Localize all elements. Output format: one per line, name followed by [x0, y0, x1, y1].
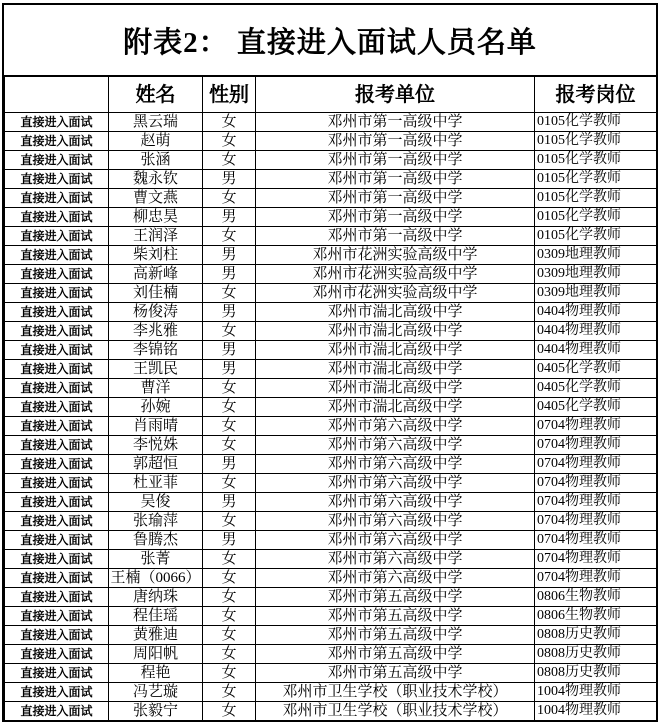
- row-position-cell: 0309地理教师: [535, 246, 657, 265]
- row-gender-cell: 女: [203, 474, 256, 493]
- row-gender-cell: 女: [203, 227, 256, 246]
- row-category-cell: 直接进入面试: [5, 132, 109, 151]
- row-unit-cell: 邓州市第一高级中学: [256, 227, 535, 246]
- row-gender-cell: 女: [203, 151, 256, 170]
- table-row: [5, 398, 657, 417]
- table-row: [5, 379, 657, 398]
- row-position-cell: 0704物理教师: [535, 531, 657, 550]
- row-category-cell: 直接进入面试: [5, 170, 109, 189]
- row-gender-cell: 女: [203, 645, 256, 664]
- row-position-cell: 0105化学教师: [535, 170, 657, 189]
- row-category-cell: 直接进入面试: [5, 284, 109, 303]
- row-gender-cell: 女: [203, 702, 256, 721]
- row-unit-cell: 邓州市第五高级中学: [256, 645, 535, 664]
- table-row: [5, 284, 657, 303]
- table-row: [5, 683, 657, 702]
- header-cell-name: 姓名: [109, 77, 203, 113]
- row-position-cell: 0704物理教师: [535, 417, 657, 436]
- row-unit-cell: 邓州市湍北高级中学: [256, 322, 535, 341]
- table-body: [5, 113, 657, 721]
- table-row: [5, 626, 657, 645]
- row-category-cell: 直接进入面试: [5, 303, 109, 322]
- row-gender-cell: 女: [203, 398, 256, 417]
- table-row: [5, 493, 657, 512]
- row-name-cell: 张毅宁: [109, 702, 203, 721]
- row-name-cell: 周阳帆: [109, 645, 203, 664]
- table-row: [5, 132, 657, 151]
- roster-sheet: [2, 3, 658, 722]
- row-unit-cell: 邓州市湍北高级中学: [256, 379, 535, 398]
- row-gender-cell: 女: [203, 322, 256, 341]
- row-name-cell: 高新峰: [109, 265, 203, 284]
- row-position-cell: 0704物理教师: [535, 512, 657, 531]
- row-name-cell: 李悦姝: [109, 436, 203, 455]
- row-position-cell: 0704物理教师: [535, 493, 657, 512]
- row-unit-cell: 邓州市第六高级中学: [256, 474, 535, 493]
- row-gender-cell: 女: [203, 436, 256, 455]
- row-position-cell: 0704物理教师: [535, 455, 657, 474]
- row-category-cell: 直接进入面试: [5, 189, 109, 208]
- row-unit-cell: 邓州市第六高级中学: [256, 455, 535, 474]
- row-category-cell: 直接进入面试: [5, 474, 109, 493]
- table-row: [5, 455, 657, 474]
- row-unit-cell: 邓州市第六高级中学: [256, 531, 535, 550]
- row-name-cell: 李锦铭: [109, 341, 203, 360]
- row-gender-cell: 女: [203, 683, 256, 702]
- row-category-cell: 直接进入面试: [5, 208, 109, 227]
- row-gender-cell: 男: [203, 303, 256, 322]
- table-row: [5, 208, 657, 227]
- row-unit-cell: 邓州市第一高级中学: [256, 113, 535, 132]
- row-unit-cell: 邓州市第六高级中学: [256, 512, 535, 531]
- row-position-cell: 0105化学教师: [535, 113, 657, 132]
- row-gender-cell: 女: [203, 379, 256, 398]
- row-category-cell: 直接进入面试: [5, 360, 109, 379]
- row-category-cell: 直接进入面试: [5, 151, 109, 170]
- row-unit-cell: 邓州市第六高级中学: [256, 493, 535, 512]
- row-unit-cell: 邓州市第六高级中学: [256, 436, 535, 455]
- row-gender-cell: 男: [203, 341, 256, 360]
- row-name-cell: 黄雅迪: [109, 626, 203, 645]
- row-category-cell: 直接进入面试: [5, 398, 109, 417]
- row-name-cell: 张涵: [109, 151, 203, 170]
- row-category-cell: 直接进入面试: [5, 550, 109, 569]
- row-name-cell: 王润泽: [109, 227, 203, 246]
- table-row: [5, 322, 657, 341]
- row-position-cell: 0105化学教师: [535, 227, 657, 246]
- row-name-cell: 赵萌: [109, 132, 203, 151]
- row-name-cell: 刘佳楠: [109, 284, 203, 303]
- row-position-cell: 0704物理教师: [535, 474, 657, 493]
- row-unit-cell: 邓州市第一高级中学: [256, 151, 535, 170]
- row-name-cell: 王楠（0066）: [110, 569, 201, 586]
- row-name-cell: 程艳: [109, 664, 203, 683]
- row-gender-cell: 女: [203, 664, 256, 683]
- row-category-cell: 直接进入面试: [5, 246, 109, 265]
- row-unit-cell: 邓州市花洲实验高级中学: [256, 284, 535, 303]
- interview-roster-table: [4, 76, 657, 721]
- row-category-cell: 直接进入面试: [5, 265, 109, 284]
- row-position-cell: 1004物理教师: [535, 683, 657, 702]
- row-position-cell: 0405化学教师: [535, 360, 657, 379]
- row-gender-cell: 女: [203, 113, 256, 132]
- row-gender-cell: 男: [203, 455, 256, 474]
- row-position-cell: 0404物理教师: [535, 322, 657, 341]
- page-title: 附表2： 直接进入面试人员名单: [123, 26, 537, 59]
- row-unit-cell: 邓州市花洲实验高级中学: [256, 265, 535, 284]
- row-category-cell: 直接进入面试: [5, 664, 109, 683]
- row-category-cell: 直接进入面试: [5, 493, 109, 512]
- row-name-cell: 程佳瑶: [109, 607, 203, 626]
- row-gender-cell: 女: [203, 569, 256, 588]
- table-row: [5, 664, 657, 683]
- row-category-cell: 直接进入面试: [5, 588, 109, 607]
- header-row: [5, 77, 657, 113]
- row-position-cell: 0309地理教师: [535, 284, 657, 303]
- row-position-cell: 0105化学教师: [535, 208, 657, 227]
- row-position-cell: 0105化学教师: [535, 132, 657, 151]
- table-header: [5, 77, 657, 113]
- row-gender-cell: 女: [203, 512, 256, 531]
- row-unit-cell: 邓州市第五高级中学: [256, 588, 535, 607]
- row-unit-cell: 邓州市卫生学校（职业技术学校）: [256, 702, 535, 721]
- row-name-cell: 曹文燕: [109, 189, 203, 208]
- row-category-cell: 直接进入面试: [5, 417, 109, 436]
- row-position-cell: 0808历史教师: [535, 664, 657, 683]
- row-name-cell: 吴俊: [109, 493, 203, 512]
- table-row: [5, 607, 657, 626]
- row-gender-cell: 男: [203, 170, 256, 189]
- row-unit-cell: 邓州市第五高级中学: [256, 607, 535, 626]
- row-category-cell: 直接进入面试: [5, 436, 109, 455]
- table-row: [5, 512, 657, 531]
- row-position-cell: 0704物理教师: [535, 436, 657, 455]
- title-box: [4, 5, 656, 76]
- header-cell-position: 报考岗位: [535, 77, 657, 113]
- row-position-cell: 0704物理教师: [535, 569, 657, 588]
- table-row: [5, 436, 657, 455]
- row-name-cell: 孙婉: [109, 398, 203, 417]
- row-position-cell: 0404物理教师: [535, 341, 657, 360]
- row-category-cell: 直接进入面试: [5, 683, 109, 702]
- row-category-cell: 直接进入面试: [5, 607, 109, 626]
- row-gender-cell: 男: [203, 360, 256, 379]
- row-gender-cell: 男: [203, 208, 256, 227]
- row-gender-cell: 女: [203, 189, 256, 208]
- row-position-cell: 0704物理教师: [535, 550, 657, 569]
- row-unit-cell: 邓州市湍北高级中学: [256, 398, 535, 417]
- row-unit-cell: 邓州市湍北高级中学: [256, 341, 535, 360]
- row-name-cell: 唐纳珠: [109, 588, 203, 607]
- row-position-cell: 0105化学教师: [535, 151, 657, 170]
- row-gender-cell: 女: [203, 607, 256, 626]
- row-category-cell: 直接进入面试: [5, 455, 109, 474]
- row-unit-cell: 邓州市第五高级中学: [256, 626, 535, 645]
- table-row: [5, 550, 657, 569]
- row-category-cell: 直接进入面试: [5, 626, 109, 645]
- header-cell-gender: 性别: [203, 77, 256, 113]
- table-row: [5, 265, 657, 284]
- row-unit-cell: 邓州市第六高级中学: [256, 550, 535, 569]
- row-unit-cell: 邓州市湍北高级中学: [256, 303, 535, 322]
- row-unit-cell: 邓州市第五高级中学: [256, 664, 535, 683]
- row-name-cell: 曹洋: [109, 379, 203, 398]
- row-unit-cell: 邓州市第六高级中学: [256, 417, 535, 436]
- row-category-cell: 直接进入面试: [5, 569, 109, 588]
- row-name-cell: 张菁: [109, 550, 203, 569]
- table-row: [5, 303, 657, 322]
- table-row: [5, 227, 657, 246]
- row-gender-cell: 女: [203, 550, 256, 569]
- row-name-cell: 王凯民: [109, 360, 203, 379]
- row-category-cell: 直接进入面试: [5, 341, 109, 360]
- row-position-cell: 0808历史教师: [535, 645, 657, 664]
- table-row: [5, 360, 657, 379]
- table-row: [5, 474, 657, 493]
- row-position-cell: 0806生物教师: [535, 588, 657, 607]
- table-row: [5, 531, 657, 550]
- row-position-cell: 0405化学教师: [535, 379, 657, 398]
- row-name-cell: 李兆雅: [109, 322, 203, 341]
- row-name-cell: 杜亚菲: [109, 474, 203, 493]
- row-name-cell: 郭超恒: [109, 455, 203, 474]
- row-unit-cell: 邓州市第六高级中学: [256, 569, 535, 588]
- row-unit-cell: 邓州市卫生学校（职业技术学校）: [256, 683, 535, 702]
- row-position-cell: 0105化学教师: [535, 189, 657, 208]
- table-row: [5, 645, 657, 664]
- table-row: [5, 113, 657, 132]
- row-category-cell: 直接进入面试: [5, 379, 109, 398]
- row-position-cell: 0808历史教师: [535, 626, 657, 645]
- row-category-cell: 直接进入面试: [5, 702, 109, 721]
- row-unit-cell: 邓州市第一高级中学: [256, 208, 535, 227]
- row-category-cell: 直接进入面试: [5, 512, 109, 531]
- row-gender-cell: 男: [203, 493, 256, 512]
- row-unit-cell: 邓州市湍北高级中学: [256, 360, 535, 379]
- row-unit-cell: 邓州市花洲实验高级中学: [256, 246, 535, 265]
- row-category-cell: 直接进入面试: [5, 227, 109, 246]
- table-row: [5, 417, 657, 436]
- table-row: [5, 151, 657, 170]
- row-unit-cell: 邓州市第一高级中学: [256, 189, 535, 208]
- row-name-cell: 肖雨晴: [109, 417, 203, 436]
- row-unit-cell: 邓州市第一高级中学: [256, 132, 535, 151]
- row-name-cell: 杨俊涛: [109, 303, 203, 322]
- row-category-cell: 直接进入面试: [5, 531, 109, 550]
- row-gender-cell: 女: [203, 284, 256, 303]
- table-row: [5, 341, 657, 360]
- table-row: [5, 569, 657, 588]
- row-gender-cell: 男: [203, 246, 256, 265]
- row-position-cell: 0309地理教师: [535, 265, 657, 284]
- row-name-cell: 柴刘柱: [109, 246, 203, 265]
- header-cell-unit: 报考单位: [256, 77, 535, 113]
- row-name-cell: 冯艺璇: [109, 683, 203, 702]
- row-name-cell: 张瑜萍: [109, 512, 203, 531]
- row-gender-cell: 男: [203, 531, 256, 550]
- header-cell-category: [5, 77, 109, 113]
- row-gender-cell: 女: [203, 626, 256, 645]
- row-category-cell: 直接进入面试: [5, 322, 109, 341]
- table-row: [5, 189, 657, 208]
- row-name-cell: 柳忠昊: [109, 208, 203, 227]
- row-position-cell: 0404物理教师: [535, 303, 657, 322]
- row-position-cell: 0806生物教师: [535, 607, 657, 626]
- row-name-cell: 黑云瑞: [109, 113, 203, 132]
- table-row: [5, 246, 657, 265]
- row-name-cell: 鲁腾杰: [109, 531, 203, 550]
- table-row: [5, 170, 657, 189]
- row-unit-cell: 邓州市第一高级中学: [256, 170, 535, 189]
- row-gender-cell: 女: [203, 132, 256, 151]
- table-row: [5, 588, 657, 607]
- row-category-cell: 直接进入面试: [5, 645, 109, 664]
- row-position-cell: 0405化学教师: [535, 398, 657, 417]
- row-name-cell: 魏永钦: [109, 170, 203, 189]
- row-gender-cell: 女: [203, 417, 256, 436]
- row-gender-cell: 女: [203, 588, 256, 607]
- row-category-cell: 直接进入面试: [5, 113, 109, 132]
- row-gender-cell: 男: [203, 265, 256, 284]
- row-position-cell: 1004物理教师: [535, 702, 657, 721]
- table-row: [5, 702, 657, 721]
